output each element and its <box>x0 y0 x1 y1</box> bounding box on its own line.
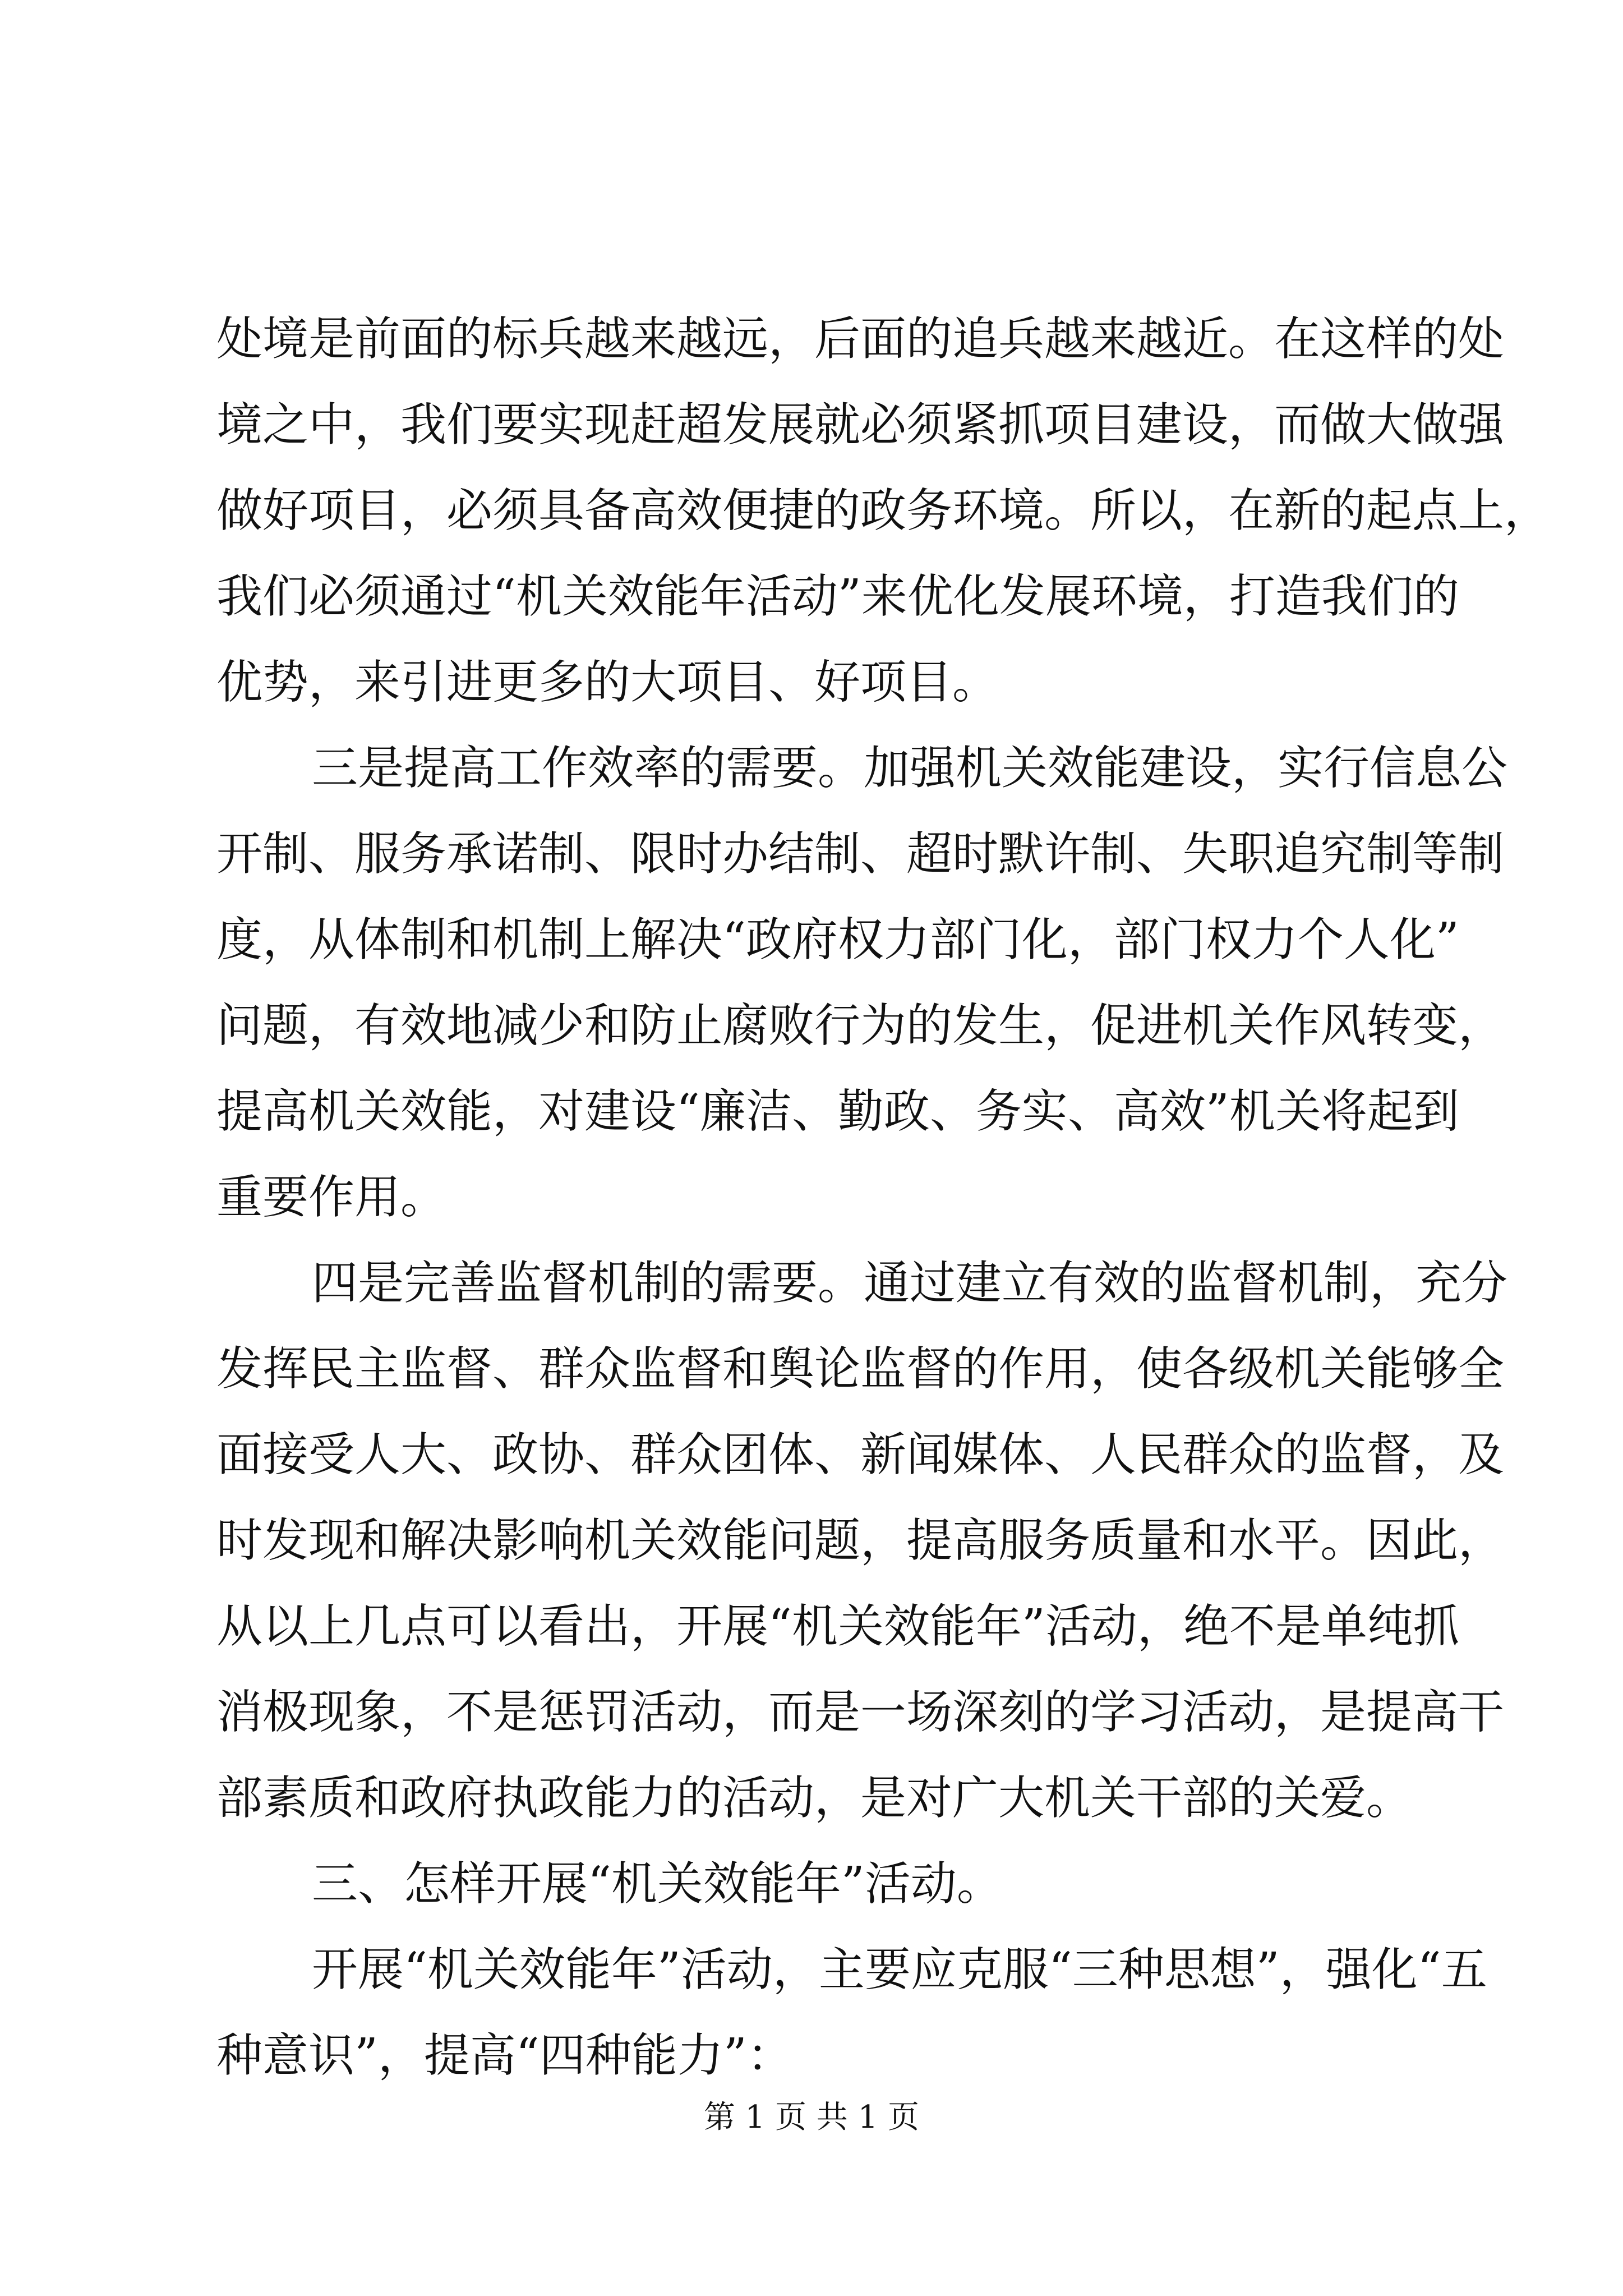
page-footer: 第 1 页 共 1 页 <box>703 2099 920 2136</box>
text-line: 部素质和政府执政能力的活动，是对广大机关干部的关爱。 <box>216 1772 1413 1825</box>
text-line: 境之中，我们要实现赶超发展就必须紧抓项目建设，而做大做强 <box>216 398 1505 452</box>
text-line: 面接受人大、政协、群众团体、新闻媒体、人民群众的监督，及 <box>216 1428 1505 1481</box>
text-line: 发挥民主监督、群众监督和舆论监督的作用，使各级机关能够全 <box>216 1342 1505 1396</box>
text-line: 重要作用。 <box>216 1171 447 1224</box>
text-line: 优势，来引进更多的大项目、好项目。 <box>216 656 999 709</box>
text-line: 度，从体制和机制上解决“政府权力部门化，部门权力个人化” <box>216 913 1459 967</box>
text-line: 种意识”，提高“四种能力”： <box>216 2029 793 2082</box>
paragraph-first-line: 开展“机关效能年”活动，主要应克服“三种思想”，强化“五 <box>312 1943 1487 1996</box>
text-line: 问题，有效地减少和防止腐败行为的发生，促进机关作风转变， <box>216 999 1505 1052</box>
text-line: 从以上几点可以看出，开展“机关效能年”活动，绝不是单纯抓 <box>216 1600 1459 1653</box>
text-line: 我们必须通过“机关效能年活动”来优化发展环境，打造我们的 <box>216 570 1459 623</box>
text-line: 开制、服务承诺制、限时办结制、超时默许制、失职追究制等制 <box>216 827 1505 881</box>
paragraph-first-line: 三是提高工作效率的需要。加强机关效能建设，实行信息公 <box>312 742 1508 795</box>
text-line: 处境是前面的标兵越来越远，后面的追兵越来越近。在这样的处 <box>216 312 1505 366</box>
document-body <box>216 296 1551 2099</box>
text-line: 做好项目，必须具备高效便捷的政务环境。所以，在新的起点上， <box>216 484 1551 537</box>
paragraph-first-line: 四是完善监督机制的需要。通过建立有效的监督机制，充分 <box>312 1257 1508 1310</box>
text-line: 提高机关效能，对建设“廉洁、勤政、务实、高效”机关将起到 <box>216 1085 1459 1138</box>
text-line: 消极现象，不是惩罚活动，而是一场深刻的学习活动，是提高干 <box>216 1686 1505 1739</box>
section-heading: 三、怎样开展“机关效能年”活动。 <box>312 1857 1003 1911</box>
text-line: 时发现和解决影响机关效能问题，提高服务质量和水平。因此， <box>216 1514 1505 1567</box>
